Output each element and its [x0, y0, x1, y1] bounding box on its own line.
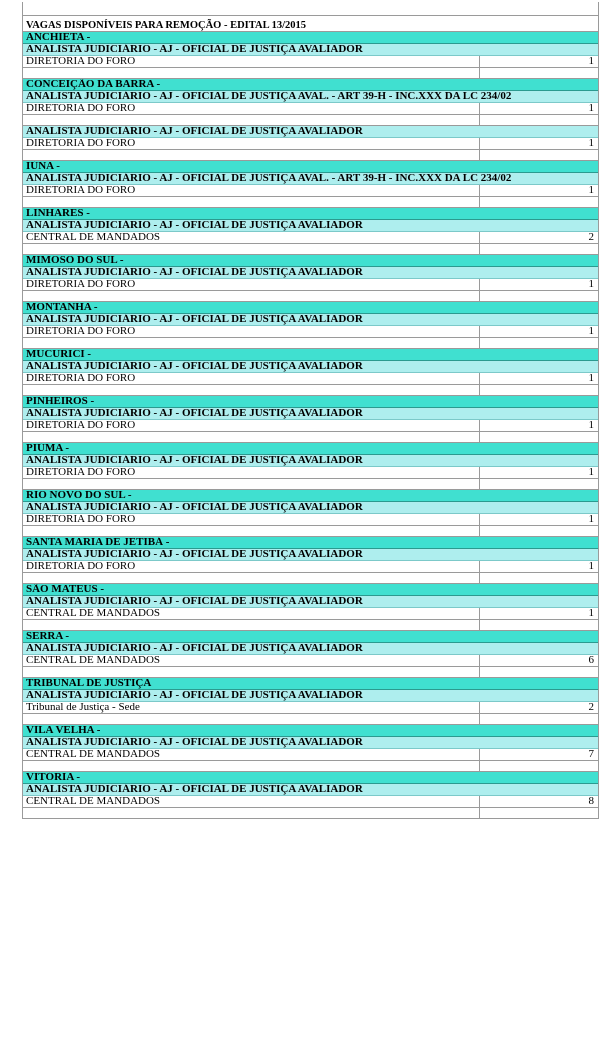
job-title-header: ANALISTA JUDICIÁRIO - AJ - OFICIAL DE JUSTIÇA AVALIADOR [23, 784, 598, 796]
empty-row [23, 808, 598, 819]
table-row [23, 373, 598, 385]
city-header: TRIBUNAL DE JUSTIÇA [23, 678, 598, 690]
job-title-header: ANALISTA JUDICIÁRIO - AJ - OFICIAL DE JUSTIÇA AVALIADOR [23, 737, 598, 749]
vacancy-count-cell: 7 [588, 749, 594, 760]
vacancy-count-cell: 1 [588, 420, 594, 431]
job-title-header: ANALISTA JUDICIÁRIO - AJ - OFICIAL DE JUSTIÇA AVALIADOR [23, 596, 598, 608]
vacancy-count-cell: 1 [588, 138, 594, 149]
top-spacer [23, 2, 598, 16]
empty-cell [23, 115, 480, 125]
empty-row [23, 68, 598, 79]
empty-row [23, 197, 598, 208]
vacancy-count-cell: 1 [588, 608, 594, 619]
job-title-header: ANALISTA JUDICIÁRIO - AJ - OFICIAL DE JUSTIÇA AVALIADOR [23, 690, 598, 702]
empty-cell [23, 68, 480, 78]
empty-row [23, 573, 598, 584]
vacancy-count-cell: 2 [588, 702, 594, 713]
table-row [23, 279, 598, 291]
table-row [23, 185, 598, 197]
city-header: PIÚMA - [23, 443, 598, 455]
empty-cell [23, 714, 480, 724]
vacancy-table [22, 2, 599, 819]
empty-row [23, 667, 598, 678]
empty-cell [23, 526, 480, 536]
city-header: SERRA - [23, 631, 598, 643]
vacancy-count-cell: 8 [588, 796, 594, 807]
empty-cell [23, 432, 480, 442]
vacancy-count-cell: 1 [588, 467, 594, 478]
city-header: IÚNA - [23, 161, 598, 173]
job-title-header: ANALISTA JUDICIÁRIO - AJ - OFICIAL DE JUSTIÇA AVALIADOR [23, 126, 598, 138]
table-row [23, 514, 598, 526]
empty-cell [23, 808, 480, 818]
table-row [23, 467, 598, 479]
city-header: MONTANHA - [23, 302, 598, 314]
table-row [23, 326, 598, 338]
unit-name-cell: DIRETORIA DO FORO [23, 279, 480, 290]
unit-name-cell: CENTRAL DE MANDADOS [23, 655, 480, 666]
vacancy-count-cell: 1 [588, 326, 594, 337]
empty-row [23, 338, 598, 349]
unit-name-cell: DIRETORIA DO FORO [23, 185, 480, 196]
job-title-header: ANALISTA JUDICIÁRIO - AJ - OFICIAL DE JUSTIÇA AVAL. - ART 39-H - INC.XXX DA LC 234/02 [23, 91, 598, 103]
unit-name-cell: DIRETORIA DO FORO [23, 138, 480, 149]
table-row [23, 608, 598, 620]
empty-row [23, 432, 598, 443]
empty-row [23, 620, 598, 631]
empty-cell [23, 573, 480, 583]
table-row [23, 56, 598, 68]
empty-cell [23, 761, 480, 771]
empty-cell [23, 479, 480, 489]
empty-cell [23, 385, 480, 395]
unit-name-cell: Tribunal de Justiça - Sede [23, 702, 480, 713]
unit-name-cell: CENTRAL DE MANDADOS [23, 608, 480, 619]
empty-cell [23, 291, 480, 301]
job-title-header: ANALISTA JUDICIÁRIO - AJ - OFICIAL DE JUSTIÇA AVALIADOR [23, 408, 598, 420]
unit-name-cell: DIRETORIA DO FORO [23, 420, 480, 431]
vacancy-count-cell: 1 [588, 185, 594, 196]
city-header: CONCEIÇÃO DA BARRA - [23, 79, 598, 91]
table-row [23, 655, 598, 667]
unit-name-cell: DIRETORIA DO FORO [23, 326, 480, 337]
table-row [23, 796, 598, 808]
vacancy-count-cell: 1 [588, 561, 594, 572]
empty-cell [23, 620, 480, 630]
table-row [23, 749, 598, 761]
empty-row [23, 479, 598, 490]
city-header: ANCHIETA - [23, 32, 598, 44]
empty-cell [23, 150, 480, 160]
vacancy-count-cell: 1 [588, 56, 594, 67]
vacancy-count-cell: 1 [588, 514, 594, 525]
empty-row [23, 714, 598, 725]
table-row [23, 138, 598, 150]
city-header: VILA VELHA - [23, 725, 598, 737]
city-header: SANTA MARIA DE JETIBÁ - [23, 537, 598, 549]
unit-name-cell: DIRETORIA DO FORO [23, 467, 480, 478]
job-title-header: ANALISTA JUDICIÁRIO - AJ - OFICIAL DE JUSTIÇA AVALIADOR [23, 44, 598, 56]
job-title-header: ANALISTA JUDICIÁRIO - AJ - OFICIAL DE JUSTIÇA AVALIADOR [23, 502, 598, 514]
document-title: VAGAS DISPONÍVEIS PARA REMOÇÃO - EDITAL 13/2015 [23, 16, 598, 32]
empty-cell [23, 197, 480, 207]
empty-row [23, 385, 598, 396]
empty-row [23, 150, 598, 161]
city-header: SÃO MATEUS - [23, 584, 598, 596]
job-title-header: ANALISTA JUDICIÁRIO - AJ - OFICIAL DE JUSTIÇA AVALIADOR [23, 643, 598, 655]
job-title-header: ANALISTA JUDICIÁRIO - AJ - OFICIAL DE JUSTIÇA AVALIADOR [23, 267, 598, 279]
job-title-header: ANALISTA JUDICIÁRIO - AJ - OFICIAL DE JUSTIÇA AVALIADOR [23, 361, 598, 373]
job-title-header: ANALISTA JUDICIÁRIO - AJ - OFICIAL DE JUSTIÇA AVALIADOR [23, 220, 598, 232]
empty-row [23, 526, 598, 537]
unit-name-cell: CENTRAL DE MANDADOS [23, 232, 480, 243]
vacancy-count-cell: 1 [588, 103, 594, 114]
city-header: RIO NOVO DO SUL - [23, 490, 598, 502]
unit-name-cell: CENTRAL DE MANDADOS [23, 749, 480, 760]
unit-name-cell: DIRETORIA DO FORO [23, 514, 480, 525]
empty-row [23, 244, 598, 255]
empty-row [23, 291, 598, 302]
empty-row [23, 115, 598, 126]
job-title-header: ANALISTA JUDICIÁRIO - AJ - OFICIAL DE JUSTIÇA AVALIADOR [23, 314, 598, 326]
table-row [23, 561, 598, 573]
unit-name-cell: DIRETORIA DO FORO [23, 561, 480, 572]
empty-cell [23, 338, 480, 348]
table-row [23, 420, 598, 432]
job-title-header: ANALISTA JUDICIÁRIO - AJ - OFICIAL DE JUSTIÇA AVALIADOR [23, 549, 598, 561]
sections-container [23, 32, 598, 819]
city-header: MUCURICI - [23, 349, 598, 361]
empty-cell [23, 667, 480, 677]
city-header: MIMOSO DO SUL - [23, 255, 598, 267]
empty-cell [23, 244, 480, 254]
city-header: VITÓRIA - [23, 772, 598, 784]
vacancy-count-cell: 2 [588, 232, 594, 243]
city-header: LINHARES - [23, 208, 598, 220]
table-row [23, 103, 598, 115]
unit-name-cell: DIRETORIA DO FORO [23, 56, 480, 67]
vacancy-count-cell: 1 [588, 373, 594, 384]
vacancy-count-cell: 6 [588, 655, 594, 666]
empty-row [23, 761, 598, 772]
job-title-header: ANALISTA JUDICIÁRIO - AJ - OFICIAL DE JUSTIÇA AVAL. - ART 39-H - INC.XXX DA LC 234/02 [23, 173, 598, 185]
unit-name-cell: CENTRAL DE MANDADOS [23, 796, 480, 807]
vacancy-count-cell: 1 [588, 279, 594, 290]
job-title-header: ANALISTA JUDICIÁRIO - AJ - OFICIAL DE JUSTIÇA AVALIADOR [23, 455, 598, 467]
table-row [23, 232, 598, 244]
unit-name-cell: DIRETORIA DO FORO [23, 103, 480, 114]
unit-name-cell: DIRETORIA DO FORO [23, 373, 480, 384]
city-header: PINHEIROS - [23, 396, 598, 408]
table-row [23, 702, 598, 714]
